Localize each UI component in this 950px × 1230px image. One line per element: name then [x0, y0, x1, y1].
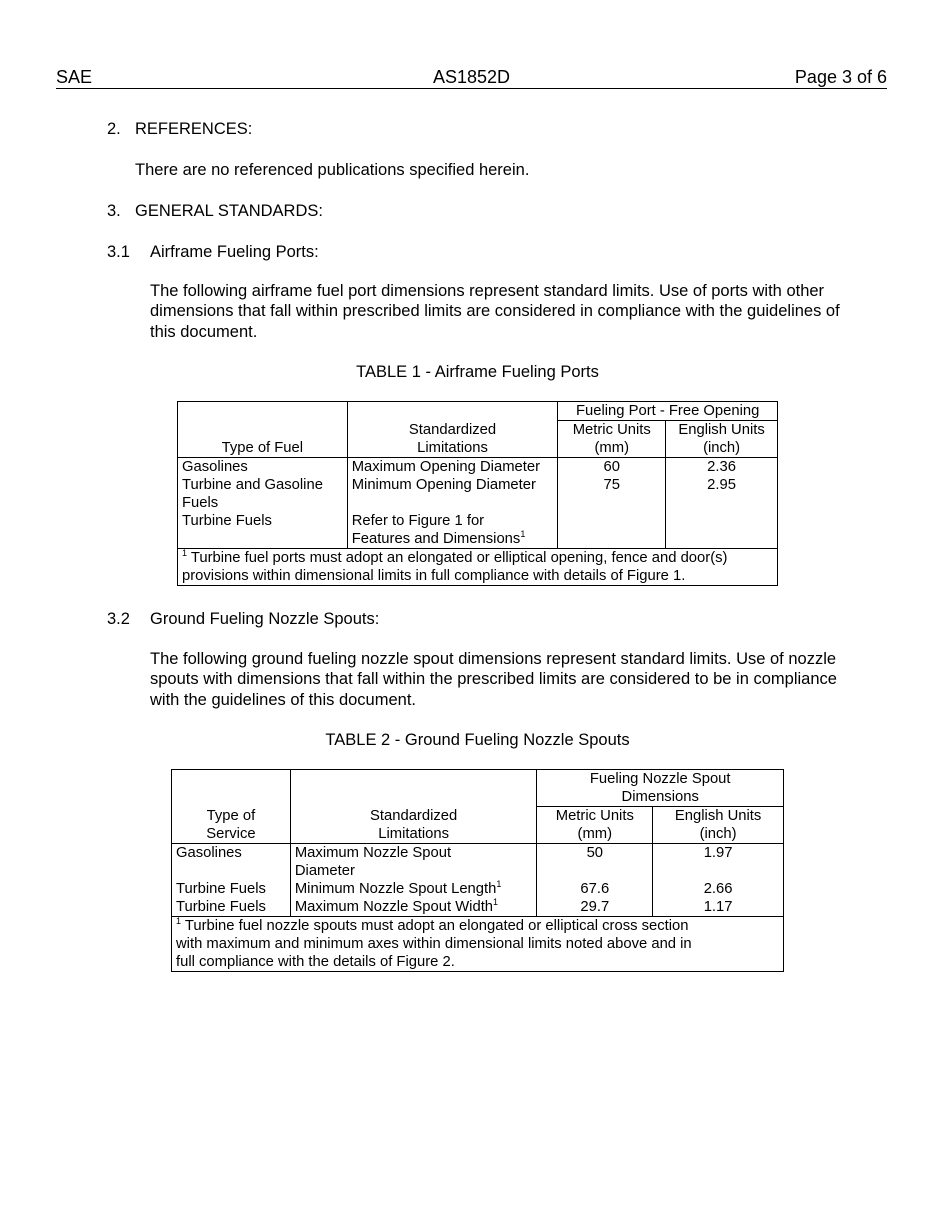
- table-row: [172, 898, 784, 917]
- page-header: [56, 66, 887, 89]
- t1-r2-type: Turbine and Gasoline Fuels: [178, 476, 348, 512]
- table-1: [177, 401, 778, 586]
- t1-footnote: $^1$ Turbine fuel ports must adopt an elongated or elliptical opening, fence and door(s) provisions within dimensional limits in full compliance with details of Figure 1.: [178, 549, 778, 586]
- t2-r2-english: 2.66: [653, 880, 784, 898]
- t2-col-metric-header: Metric Units (mm): [537, 807, 653, 844]
- table-row: [178, 458, 778, 477]
- t2-r2-type: Turbine Fuels: [172, 880, 291, 898]
- t1-r1-metric: 60: [558, 458, 666, 477]
- t1-r1-english: 2.36: [666, 458, 778, 477]
- t2-footnote: $^1$ Turbine fuel nozzle spouts must adopt an elongated or elliptical cross section with maximum and minimum axes within dimensional limits noted above and in full compliance with the details of Figure 2.: [172, 917, 784, 972]
- section-2-number: 2.: [107, 120, 121, 138]
- t1-group-header: Fueling Port - Free Opening: [558, 402, 778, 421]
- header-org: SAE: [56, 67, 93, 87]
- t2-col-standardized-header: Standardized Limitations: [290, 770, 537, 844]
- section-2-body: There are no referenced publications specified herein.: [135, 161, 530, 179]
- section-3-1-number: 3.1: [107, 243, 130, 261]
- table-1-caption: TABLE 1 - Airframe Fueling Ports: [356, 363, 599, 381]
- table-2-caption: TABLE 2 - Ground Fueling Nozzle Spouts: [325, 731, 630, 749]
- table-row: [172, 844, 784, 881]
- t1-r3-english: [666, 512, 778, 549]
- t1-col-type-header: Type of Fuel: [178, 402, 348, 458]
- section-3-2-body: The following ground fueling nozzle spout dimensions represent standard limits. Use of nozzle spouts with dimensions that fall within the prescribed limits are considered to be in compliance with the guidelines of this document.: [150, 650, 837, 709]
- t1-col-metric-header: Metric Units: [558, 421, 666, 440]
- section-3-1-body: The following airframe fuel port dimensions represent standard limits. Use of ports with other dimensions that fall within prescribed limits are considered in compliance with the guidelines of this document.: [150, 282, 840, 341]
- t2-r2-limit: Minimum Nozzle Spout Length$^1$: [290, 880, 537, 898]
- table-row: [178, 476, 778, 512]
- section-3-number: 3.: [107, 202, 121, 220]
- t1-footnote-row: [178, 549, 778, 586]
- t2-r1-metric: 50: [537, 844, 653, 881]
- section-3-2-title: Ground Fueling Nozzle Spouts:: [150, 610, 380, 628]
- t1-r1-limit: Maximum Opening Diameter: [347, 458, 558, 477]
- t2-col-type-header: Type of Service: [172, 770, 291, 844]
- section-3-2-number: 3.2: [107, 610, 130, 628]
- table-2: [171, 769, 784, 972]
- t1-r1-type: Gasolines: [178, 458, 348, 477]
- table-row: [172, 880, 784, 898]
- t2-r3-metric: 29.7: [537, 898, 653, 917]
- t2-r1-limit: Maximum Nozzle Spout Diameter: [290, 844, 537, 881]
- t1-r3-type: Turbine Fuels: [178, 512, 348, 549]
- t2-r1-english: 1.97: [653, 844, 784, 881]
- t1-r3-metric: [558, 512, 666, 549]
- t1-r2-limit: Minimum Opening Diameter: [347, 476, 558, 512]
- t2-r2-metric: 67.6: [537, 880, 653, 898]
- t1-r2-metric: 75: [558, 476, 666, 512]
- header-page-number: Page 3 of 6: [794, 67, 887, 87]
- t2-footnote-row: [172, 917, 784, 972]
- t1-r3-limit: Refer to Figure 1 for Features and Dimensions$^1$: [347, 512, 558, 549]
- t1-r2-english: 2.95: [666, 476, 778, 512]
- t2-r3-english: 1.17: [653, 898, 784, 917]
- t1-col-english-header: English Units: [666, 421, 778, 440]
- section-3-title: GENERAL STANDARDS:: [135, 202, 323, 220]
- t1-col-english-unit: (inch): [666, 439, 778, 458]
- t2-r3-limit: Maximum Nozzle Spout Width$^1$: [290, 898, 537, 917]
- section-2-title: REFERENCES:: [135, 120, 253, 138]
- t2-col-english-header: English Units (inch): [653, 807, 784, 844]
- t1-col-metric-unit: (mm): [558, 439, 666, 458]
- table-row: [178, 512, 778, 549]
- t2-group-header: Fueling Nozzle Spout Dimensions: [537, 770, 784, 807]
- t2-r3-type: Turbine Fuels: [172, 898, 291, 917]
- section-3-1-title: Airframe Fueling Ports:: [150, 243, 319, 261]
- t1-col-standardized-header: Standardized Limitations: [347, 402, 558, 458]
- header-doc-id: AS1852D: [432, 67, 511, 87]
- t2-r1-type: Gasolines: [172, 844, 291, 881]
